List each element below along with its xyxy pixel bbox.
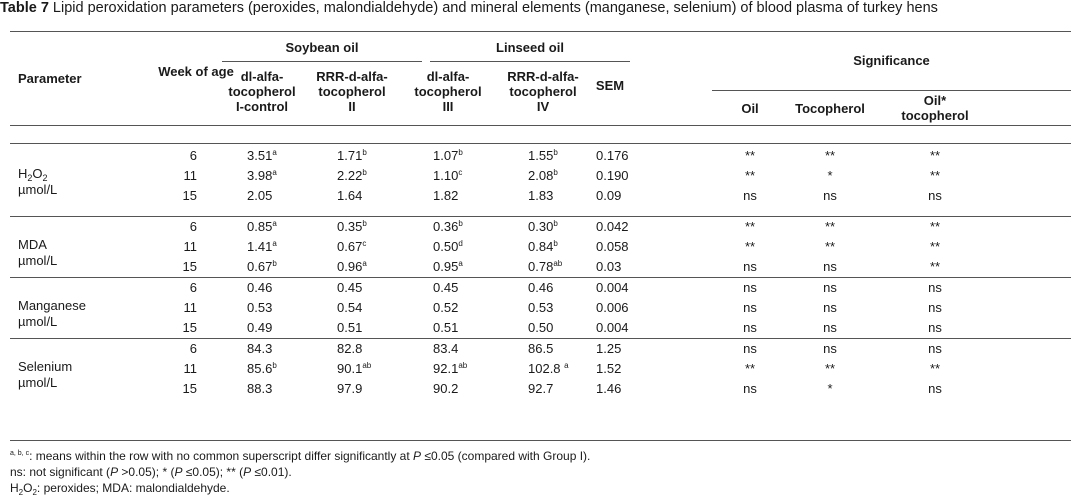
value: 1.64 [337,188,363,203]
header-group-line: III [442,99,454,114]
fn-p: P [110,465,119,479]
parameter-label [18,237,57,269]
header-group-line: II [348,99,356,114]
header-group-line: dl-alfa- [240,69,284,84]
value: 1.82 [433,188,459,203]
value-cell [337,381,362,397]
value-cell [528,300,553,316]
significance-cell: ns [823,341,837,356]
value-cell [337,361,371,377]
value: 0.53 [247,300,273,315]
param-text: H [18,166,28,181]
value-cell [337,341,362,357]
value: 85.6 [247,361,273,376]
value: 1.41 [247,239,273,254]
parameter-name: MDA [18,237,47,252]
parameter-unit: µmol/L [18,253,58,268]
value-cell [337,300,362,316]
sem-cell: 0.006 [596,300,629,315]
sem-cell: 0.004 [596,320,629,335]
value: 0.36 [433,219,459,234]
significance-cell: ** [929,219,941,234]
parameter-unit: µmol/L [18,375,58,390]
significance-cell: ** [744,219,756,234]
value-cell [433,188,458,204]
sem-cell: 0.190 [596,168,629,183]
rule-group [10,216,1071,217]
value-cell [528,148,558,164]
significance-cell: * [827,381,833,396]
footnote-significance [10,465,292,479]
fn-text: ns: not significant ( [10,465,111,479]
rule-linseed [430,61,630,62]
header-group-line: IV [536,99,550,114]
value: 1.83 [528,188,554,203]
value: 92.7 [528,381,554,396]
value-cell [337,239,366,255]
footnote-superscripts [10,449,590,463]
header-group-line: RRR-d-alfa- [507,69,579,84]
superscript: b [362,168,367,177]
value: 2.08 [528,168,554,183]
superscript: c [458,168,463,177]
value: 2.05 [247,188,273,203]
value: 0.96 [337,259,363,274]
significance-cell: ** [744,148,756,163]
value: 0.50 [433,239,459,254]
value-cell [528,381,553,397]
superscript: b [553,148,558,157]
value: 88.3 [247,381,273,396]
value-cell [247,219,277,235]
fn-text: : means within the row with no common superscript differ significantly at [29,449,414,463]
superscript: b [362,148,367,157]
week-cell: 15 [182,188,197,203]
superscript: b [458,219,463,228]
significance-cell: ns [743,341,757,356]
significance-cell: ns [928,280,942,295]
superscript: ab [362,361,372,370]
header-week: Week of age [158,64,234,79]
header-significance: Significance [853,53,930,68]
value-cell [247,300,272,316]
significance-cell: ns [743,259,757,274]
significance-cell: ** [929,361,941,376]
sem-cell: 0.176 [596,148,629,163]
sem-cell: 0.058 [596,239,629,254]
value: 0.53 [528,300,554,315]
superscript: c [362,239,367,248]
value-cell [433,300,458,316]
superscript: a [272,168,277,177]
week-cell: 11 [183,168,197,183]
superscript: b [553,168,558,177]
significance-cell: ns [743,280,757,295]
significance-cell: ns [928,341,942,356]
week-cell: 15 [182,320,197,335]
value-cell [337,219,367,235]
param-sub: 2 [42,173,48,183]
value-cell [247,168,277,184]
superscript: d [458,239,463,248]
header-group-line: dl-alfa- [426,69,470,84]
sem-cell: 0.03 [596,259,622,274]
value-cell [433,148,463,164]
value-cell [433,341,458,357]
week-cell: 6 [189,341,197,356]
value: 1.71 [337,148,363,163]
week-cell: 15 [182,259,197,274]
superscript: a [564,361,569,370]
value-cell [247,381,272,397]
value-cell [247,361,277,377]
value: 97.9 [337,381,363,396]
value: 3.98 [247,168,273,183]
value-cell [433,219,463,235]
significance-cell: ** [824,219,836,234]
value: 0.50 [528,320,554,335]
week-cell: 11 [183,361,197,376]
significance-cell: ** [744,239,756,254]
significance-cell: ** [929,239,941,254]
significance-cell: ns [928,300,942,315]
header-group-3 [393,69,503,114]
value: 0.85 [247,219,273,234]
value: 84.3 [247,341,273,356]
value: 0.54 [337,300,363,315]
value: 0.67 [247,259,273,274]
superscript: b [553,219,558,228]
param-text: O [32,166,43,181]
significance-cell: ** [824,361,836,376]
significance-cell: ns [823,188,837,203]
value: 0.46 [247,280,273,295]
value: 0.35 [337,219,363,234]
week-cell: 11 [183,300,197,315]
superscript: a [362,259,367,268]
value: 82.8 [337,341,363,356]
rule-top [10,31,1071,32]
value-cell [433,320,458,336]
sem-cell: 0.004 [596,280,629,295]
value-cell [528,341,553,357]
superscript: b [553,239,558,248]
value-cell [337,188,362,204]
header-parameter: Parameter [18,71,82,86]
significance-cell: ** [824,239,836,254]
value: 0.78 [528,259,554,274]
header-group-line: tocopherol [228,84,296,99]
value: 0.84 [528,239,554,254]
value: 0.45 [337,280,363,295]
superscript: b [458,148,463,157]
value-cell [528,188,553,204]
rule-soybean [222,61,422,62]
significance-cell: ns [743,188,757,203]
value: 0.30 [528,219,554,234]
sem-cell: 1.46 [596,381,622,396]
value-cell [528,168,558,184]
parameter-label [18,359,72,391]
superscript: ab [553,259,563,268]
superscript: a [272,239,277,248]
parameter-unit: µmol/L [18,314,58,329]
superscript: a [458,259,463,268]
value: 0.45 [433,280,459,295]
rule-group [10,277,1071,278]
fn-text: >0.05); * ( [118,465,175,479]
value-cell [528,361,569,377]
sem-cell: 1.25 [596,341,622,356]
value: 1.10 [433,168,459,183]
significance-cell: ** [824,148,836,163]
fn-text: ≤0.05); ** ( [182,465,244,479]
table-title [0,0,938,16]
value: 86.5 [528,341,554,356]
footnote-abbreviations [10,481,230,495]
table-number: Table 7 [0,0,49,16]
parameter-label [18,166,57,198]
parameter-name: Selenium [18,359,73,374]
value: 90.2 [433,381,459,396]
table-caption: Lipid peroxidation parameters (peroxides, malondialdehyde) and mineral elements (manganese, selenium) of blood plasma of turkey hens [48,0,938,16]
sem-cell: 0.09 [596,188,622,203]
week-cell: 6 [189,219,197,234]
rule-significance [712,90,1071,91]
superscript: ab [458,361,468,370]
value-cell [247,148,277,164]
significance-cell: ns [928,188,942,203]
param-sub: 2 [27,173,33,183]
fn-p: P [243,465,252,479]
value-cell [337,259,367,275]
value: 0.46 [528,280,554,295]
value: 0.51 [337,320,363,335]
value-cell [337,280,362,296]
value: 1.07 [433,148,459,163]
parameter-name [18,166,57,182]
header-group-line: tocopherol [509,84,577,99]
week-cell: 6 [189,148,197,163]
rule-header-bottom [10,125,1071,126]
superscript: a [272,219,277,228]
parameter-name: Manganese [18,298,86,313]
value-cell [247,188,272,204]
sem-cell: 1.52 [596,361,622,376]
fn-text: O [23,481,33,495]
parameter-unit: µmol/L [18,182,58,197]
significance-cell: * [827,168,833,183]
superscript: a [272,148,277,157]
parameter-label [18,298,86,330]
week-cell: 11 [183,239,197,254]
value: 0.95 [433,259,459,274]
header-oil-tocopherol-l2: tocopherol [901,108,969,123]
week-cell: 6 [189,280,197,295]
value: 1.55 [528,148,554,163]
week-cell: 15 [182,381,197,396]
value-cell [247,259,277,275]
header-group-line: RRR-d-alfa- [316,69,388,84]
value-cell [247,341,272,357]
significance-cell: ** [929,259,941,274]
value-cell [337,320,362,336]
value-cell [528,239,558,255]
significance-cell: ns [743,381,757,396]
value-cell [433,239,463,255]
value: 0.67 [337,239,363,254]
fn-text: ≤0.01). [251,465,292,479]
value-cell [433,361,467,377]
value: 0.49 [247,320,273,335]
header-linseed: Linseed oil [496,40,564,55]
value: 3.51 [247,148,273,163]
fn-sub: 2 [32,488,37,497]
value: 2.22 [337,168,363,183]
value: 102.8 [528,361,565,376]
value: 0.51 [433,320,459,335]
sem-cell: 0.042 [596,219,629,234]
significance-cell: ns [928,320,942,335]
fn-p: P [413,449,422,463]
header-group-line: tocopherol [414,84,482,99]
value-cell [528,320,553,336]
header-group-2 [297,69,407,114]
significance-cell: ** [744,361,756,376]
rule-body-top [10,143,1071,144]
fn-sub: 2 [18,488,24,497]
significance-cell: ** [929,168,941,183]
value: 0.52 [433,300,459,315]
fn-text: ≤0.05 (compared with Group I). [421,449,591,463]
value: 83.4 [433,341,459,356]
value-cell [433,259,463,275]
header-group-line: I-control [236,99,288,114]
significance-cell: ns [823,259,837,274]
value-cell [247,239,277,255]
significance-cell: ns [743,320,757,335]
value-cell [433,168,462,184]
significance-cell: ns [823,320,837,335]
significance-cell: ns [823,280,837,295]
value-cell [247,280,272,296]
value-cell [528,219,558,235]
value-cell [528,280,553,296]
header-sem: SEM [595,78,625,93]
value-cell [247,320,272,336]
header-group-line: tocopherol [318,84,386,99]
value-cell [433,280,458,296]
superscript: b [362,219,367,228]
fn-text: : peroxides; MDA: malondialdehyde. [36,481,230,495]
value: 90.1 [337,361,363,376]
superscript: b [272,259,277,268]
significance-cell: ns [823,300,837,315]
significance-cell: ns [928,381,942,396]
value-cell [528,259,562,275]
superscript: b [272,361,277,370]
fn-sup: a, b, c [10,450,30,457]
significance-cell: ns [743,300,757,315]
fn-p: P [174,465,183,479]
rule-bottom [10,440,1071,441]
value-cell [337,168,367,184]
value-cell [337,148,367,164]
header-oil-tocopherol [880,93,990,123]
fn-text: H [10,481,19,495]
rule-group [10,338,1071,339]
header-tocopherol: Tocopherol [795,101,865,116]
header-soybean: Soybean oil [285,40,359,55]
header-oil: Oil [741,101,759,116]
header-oil-tocopherol-l1: Oil* [923,93,947,108]
significance-cell: ** [744,168,756,183]
significance-cell: ** [929,148,941,163]
value: 92.1 [433,361,459,376]
value-cell [433,381,458,397]
